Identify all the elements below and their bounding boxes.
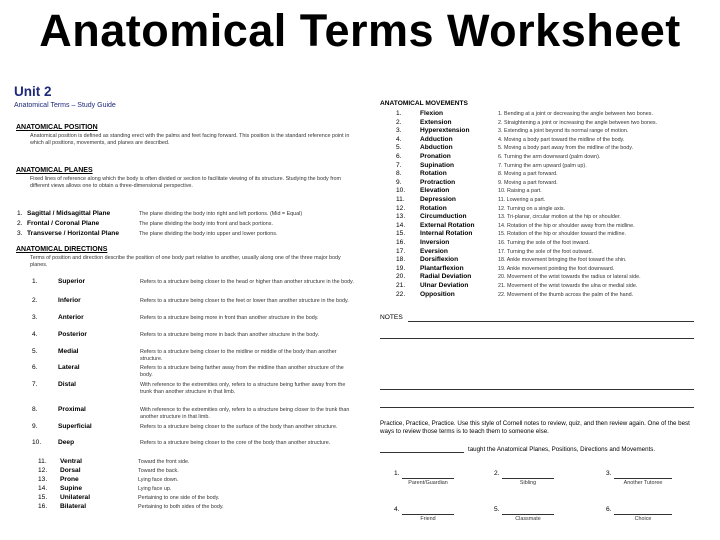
option-field[interactable]: [614, 478, 672, 479]
unit-subtitle: Anatomical Terms – Study Guide: [14, 102, 116, 109]
option-label: Classmate: [515, 516, 541, 522]
direction-row: 6. Lateral Refers to a structure being farther away from the midline than another structure of the body.: [32, 364, 344, 378]
option-label: Parent/Guardian: [408, 480, 448, 486]
notes-line[interactable]: [380, 338, 694, 339]
taught-text: taught the Anatomical Planes, Positions, Directions and Movements.: [468, 446, 656, 453]
position-heading: ANATOMICAL POSITION: [16, 124, 98, 131]
movement-row: 14. External Rotation 14. Rotation of the hip or shoulder away from the midline.: [396, 221, 635, 229]
movements-heading: ANATOMICAL MOVEMENTS: [380, 100, 468, 107]
directions-text: Terms of position and direction describe the position of one body part relative to another, usually along one of the three major body planes.: [30, 255, 341, 268]
plane-row: 2. Frontal / Coronal Plane The plane dividing the body into front and back portions.: [17, 220, 273, 227]
movements-list: [396, 110, 714, 300]
movement-row: 5. Abduction 5. Moving a body part away from the midline of the body.: [396, 144, 634, 152]
taught-by-field[interactable]: [380, 452, 464, 453]
movement-row: 19. Plantarflexion 19. Ankle movement pointing the foot downward.: [396, 264, 615, 272]
direction-row: 7. Distal With reference to the extremities only, refers to a structure being further away from the trunk than another structure in that limb.: [32, 381, 346, 395]
notes-line[interactable]: [380, 389, 694, 390]
direction-row: 9. Superficial Refers to a structure being closer to the surface of the body than another structure.: [32, 423, 338, 430]
direction-row: 15. Unilateral Pertaining to one side of the body.: [38, 494, 220, 501]
direction-row: 5. Medial Refers to a structure being closer to the midline or middle of the body than another structure.: [32, 348, 337, 362]
option-number: 6.: [606, 506, 612, 513]
movement-row: 1. Flexion 1. Bending at a joint or decreasing the angle between two bones.: [396, 110, 653, 117]
direction-row: 14. Supine Lying face up.: [38, 485, 172, 492]
movement-row: 4. Adduction 4. Moving a body part toward the midline of the body.: [396, 135, 625, 143]
option-field[interactable]: [402, 478, 454, 479]
direction-row: 2. Inferior Refers to a structure being closer to the feet or lower than another structure in the body.: [32, 297, 349, 304]
direction-row: 4. Posterior Refers to a structure being more in back than another structure in the body.: [32, 331, 320, 338]
movement-row: 13. Circumduction 13. Tri-planar, circular motion at the hip or shoulder.: [396, 213, 621, 221]
movement-row: 12. Rotation 12. Turning on a single axis.: [396, 204, 566, 212]
movement-row: 9. Protraction 9. Moving a part forward.: [396, 178, 558, 186]
position-text: Anatomical position is defined as standing erect with the palms and feet facing forward. This position is the standard reference point in which all positions, movements, and planes are described.: [30, 133, 350, 146]
option-number: 4.: [394, 506, 400, 513]
direction-row: 11. Ventral Toward the front side.: [38, 458, 190, 465]
plane-row: 1. Sagittal / Midsagittal Plane The plane dividing the body into right and left portions. (Mid = Equal): [17, 210, 303, 217]
option-field[interactable]: [502, 478, 554, 479]
movement-row: 17. Eversion 17. Turning the sole of the foot outward.: [396, 247, 593, 255]
option-label: Friend: [420, 516, 436, 522]
movement-row: 16. Inversion 16. Turning the sole of the foot inward.: [396, 239, 590, 246]
direction-row: 3. Anterior Refers to a structure being more in front than another structure in the body.: [32, 314, 319, 321]
option-field[interactable]: [614, 514, 672, 515]
movement-row: 15. Internal Rotation 15. Rotation of the hip or shoulder toward the midline.: [396, 230, 626, 238]
option-label: Another Tutoree: [623, 480, 663, 486]
direction-row: 13. Prone Lying face down.: [38, 476, 179, 483]
directions-list: [30, 278, 365, 456]
option-number: 1.: [394, 470, 400, 477]
planes-text: Fixed lines of reference along which the body is often divided or section to facilitate viewing of its structure. Studying the body from different views allows one to obtain a three-dimensional perspective.: [30, 176, 342, 189]
short-directions-list: [38, 458, 338, 514]
movement-row: 3. Hyperextension 3. Extending a joint beyond its normal range of motion.: [396, 127, 629, 135]
direction-row: 16. Bilateral Pertaining to both sides of the body.: [38, 503, 224, 510]
direction-row: 10. Deep Refers to a structure being closer to the core of the body than another structure.: [32, 439, 331, 446]
practice-text: Practice, Practice, Practice. Use this style of Cornell notes to review, quiz, and then review again. One of the best ways to review those terms is to teach them to someone else.: [380, 420, 690, 436]
movement-row: 2. Extension 2. Straightening a joint or increasing the angle between two bones.: [396, 118, 658, 126]
option-number: 3.: [606, 470, 612, 477]
direction-row: 1. Superior Refers to a structure being closer to the head or higher than another structure in the body.: [32, 278, 354, 285]
movement-row: 8. Rotation 8. Moving a part forward.: [396, 170, 558, 178]
movement-row: 21. Ulnar Deviation 21. Movement of the wrist towards the ulna or medial side.: [396, 282, 638, 289]
movement-row: 22. Opposition 22. Movement of the thumb across the palm of the hand.: [396, 290, 634, 298]
option-label: Sibling: [519, 480, 537, 486]
movement-row: 6. Pronation 6. Turning the arm downward (palm down).: [396, 153, 601, 160]
option-number: 5.: [494, 506, 500, 513]
movement-row: 7. Supination 7. Turning the arm upward (palm up).: [396, 161, 587, 169]
movement-row: 18. Dorsiflexion 18. Ankle movement bringing the foot toward the shin.: [396, 256, 627, 264]
movement-row: 20. Radial Deviation 20. Movement of the wrist towards the radius or lateral side.: [396, 273, 641, 281]
option-label: Choice: [634, 516, 652, 522]
notes-line[interactable]: [408, 321, 694, 322]
planes-heading: ANATOMICAL PLANES: [16, 167, 93, 174]
notes-label: NOTES: [380, 314, 403, 321]
option-field[interactable]: [402, 514, 454, 515]
movement-row: 11. Depression 11. Lowering a part.: [396, 196, 546, 203]
page-title: Anatomical Terms Worksheet: [39, 5, 681, 56]
direction-row: 12. Dorsal Toward the back.: [38, 467, 179, 474]
option-number: 2.: [494, 470, 500, 477]
direction-row: 8. Proximal With reference to the extremities only, refers to a structure being closer to the trunk than another structure in that limb.: [32, 406, 350, 420]
directions-heading: ANATOMICAL DIRECTIONS: [16, 246, 108, 253]
notes-line[interactable]: [380, 407, 694, 408]
plane-row: 3. Transverse / Horizontal Plane The plane dividing the body into upper and lower portions.: [17, 230, 278, 237]
option-field[interactable]: [502, 514, 554, 515]
movement-row: 10. Elevation 10. Raising a part.: [396, 187, 542, 195]
teaching-options: [394, 470, 712, 526]
unit-title: Unit 2: [14, 84, 52, 99]
